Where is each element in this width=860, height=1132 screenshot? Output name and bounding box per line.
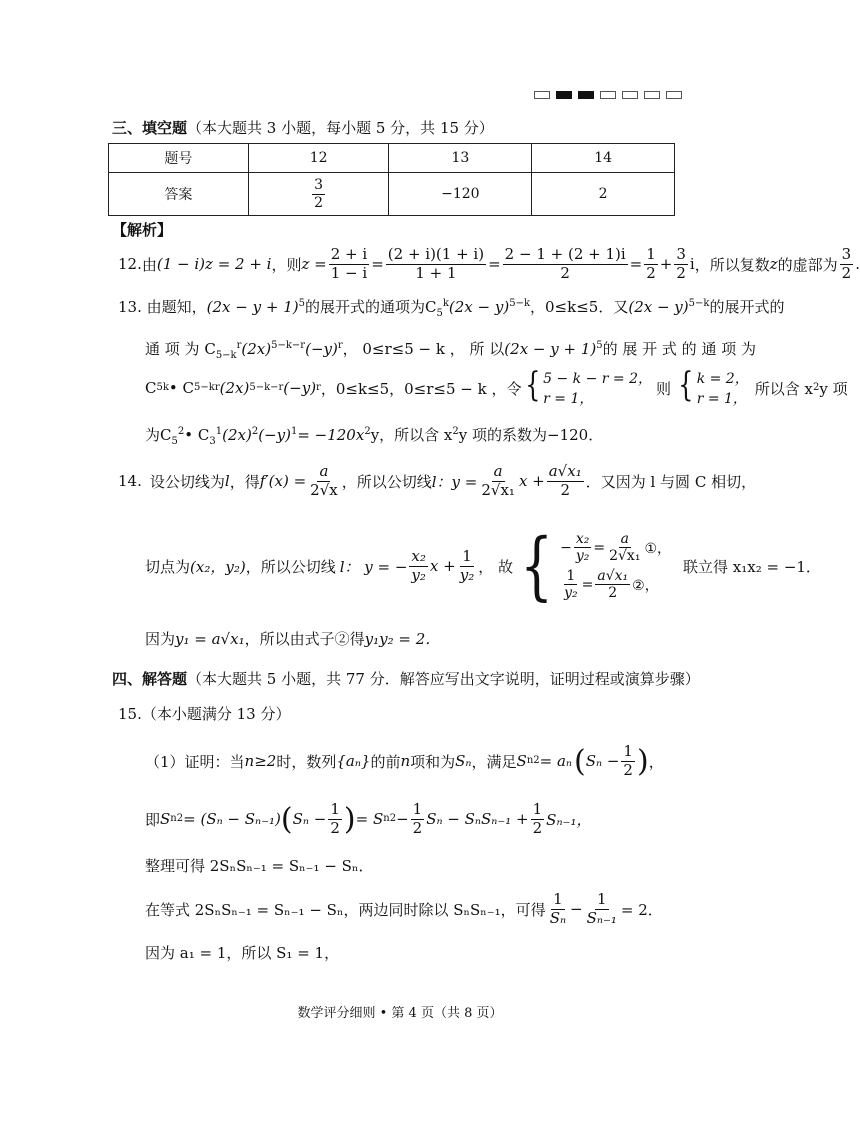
numerator: 1 [462,547,472,566]
text: 因为 [145,630,176,648]
numerator: 1 [553,890,563,909]
denominator: 2 [532,818,543,837]
fraction [308,463,340,499]
math: Sₙ₋₁， [546,810,592,829]
denominator: y₂ [575,548,590,564]
exponent: 5−k [688,298,710,309]
math: (−y) [305,340,338,358]
math: • C [184,426,210,444]
system-brace [675,365,749,408]
text: ．又因为 l 与圆 C 相切， [585,472,757,491]
denominator: 2 [412,818,423,837]
subscript: 5 [436,308,443,319]
denominator: 2 [646,263,656,282]
page-mark [600,91,616,99]
denominator: 2 [330,818,340,837]
math: (2x − y) [628,298,689,316]
text: 即 [145,810,161,829]
math: = 2． [620,900,663,919]
page-mark [666,91,682,99]
text: ，满足 [471,752,517,771]
exponent: 5 [298,298,305,309]
equation [560,531,671,564]
fraction [674,246,688,282]
text: 由题知， [146,298,207,316]
math: Sₙ [455,752,472,770]
text: ，则 [271,255,302,274]
text: . [855,255,860,273]
table-cell [248,173,389,216]
subscript: 5−k [215,350,237,361]
denominator: 2 [560,480,570,499]
paren: ( [574,743,586,779]
q12-line: 12. 由 (1 − i)z = 2 + i ，则 z = $\frac{2 + i}{1 - i}$ = $\frac{(2 + i)(1 + i)}{1 + 1}$ = $\frac{2 - 1 + (2 + 1)i}{2}$ = $\frac{1}{2}$ + $\frac{3}{2}$ i ，所以复数 z 的虚部为 $\frac{3}{2}$ . [118,245,860,282]
equation [560,568,671,601]
numerator: 3 [314,177,324,194]
equation: 5 − k − r = 2， [543,371,653,387]
fraction [531,801,545,837]
fraction [409,548,428,584]
section4-title: 四、解答题 [112,670,188,688]
text: 则 [656,379,672,398]
math: (−y) [258,426,291,444]
text: ， 0≤r≤5 − k ， 所 以 [342,340,505,358]
fraction [328,801,342,837]
text: ，所以公切线 [245,557,336,576]
text: ，所以由式子②得 [244,630,365,648]
math: (1 − i)z = 2 + i [156,255,272,273]
numerator: 3 [676,245,686,264]
page-mark [622,91,638,99]
fraction [547,463,584,499]
q15-line-4 [145,888,663,930]
text: ②， [632,577,659,594]
q15-line-5: 因为 a₁ = 1，所以 S₁ = 1， [145,944,340,962]
question-number: 13. [118,298,142,316]
q14-line-1 [118,458,756,504]
math: (2x) [241,340,272,358]
fraction [621,743,635,779]
fraction [329,246,369,282]
page-mark [534,91,550,99]
math: − [570,900,583,918]
question-number: 15. [118,705,142,723]
math: = [593,539,606,556]
denominator: Sₙ [549,908,567,927]
fraction [411,801,425,837]
fraction [312,177,325,210]
table-cell: 2 [532,173,675,216]
system-brace [522,365,653,408]
section3-title: 三、填空题 [112,119,188,137]
math: (2x − y + 1) [504,340,597,358]
text: 时，数列 [276,752,337,771]
table-row [109,144,675,173]
table-cell: 13 [389,144,532,173]
math: f′(x) = [259,472,307,490]
q14-line-2 [145,522,821,610]
text: 在等式 2SₙSₙ₋₁ = Sₙ₋₁ − Sₙ，两边同时除以 SₙSₙ₋₁，可得 [145,900,546,919]
q13-line-3: C 5 k • C 5−k r (2x) 5−k−r (−y) r ，0≤k≤5，0≤r≤5 − k ，令 { 5 − k − r = 2， r = 1， 则 { k = 2， r = 1， 所以含 x 2 y 项 [145,365,848,407]
q15-line-1: （1）证明：当 n≥2 时，数列 {aₙ} 的前 n 项和为 Sₙ ，满足 S n 2 = aₙ ( Sₙ − $\frac{1}{2}$ ) ， [145,742,664,779]
text: 由 [141,255,157,274]
exponent: 2 [364,426,371,437]
exponent: 5 [596,340,603,351]
page-mark-filled [578,91,594,99]
numerator: a [620,530,629,547]
text: 的 展 开 式 的 通 项 为 [602,340,756,358]
denominator: 2 [841,263,852,282]
q15-header [118,703,290,724]
text: ，所以公切线 [341,472,432,491]
numerator: 1 [623,742,633,761]
equation: r = 1， [543,391,594,407]
system-rows [697,368,749,408]
q15-line-3: 整理可得 2SₙSₙ₋₁ = Sₙ₋₁ − Sₙ． [145,857,374,875]
question-number: 14. [118,472,142,490]
text: 的虚部为 [777,255,838,274]
fraction [503,246,628,282]
table-cell: 12 [248,144,389,173]
numerator: (2 + i)(1 + i) [387,245,485,264]
denominator: Sₙ₋₁ [586,908,617,927]
text: ，0≤k≤5．又 [530,298,629,316]
numerator: a√x₁ [597,567,629,584]
page-mark-filled [556,91,572,99]
math: l： y = − [339,557,408,576]
question-number: 12. [118,255,142,273]
numerator: 3 [841,245,852,264]
text: 的展开式的通项为 [304,298,425,316]
math: (2x − y) [448,298,510,316]
answer-table [108,143,675,216]
math: (2x) [219,379,250,397]
text: ，0≤k≤5，0≤r≤5 − k ，令 [320,379,522,398]
exponent: r [236,340,242,351]
exponent: k [442,298,449,309]
page-footer: 数学评分细则 • 第 4 页（共 8 页） [297,1006,503,1021]
denominator: 2√x [310,480,338,499]
fraction [562,568,580,601]
brace-glyph: { [678,365,694,405]
fraction [644,246,658,282]
text: y 项 [819,379,848,398]
denominator: y₂ [411,565,426,584]
system-rows [543,368,652,408]
math: x + [518,472,545,490]
numerator: x₂ [411,547,426,566]
text: y，所以含 x [370,426,453,444]
q13-line-1 [118,296,784,317]
denominator: 2√x₁ [609,548,641,564]
math: C [160,426,172,444]
text: （1）证明：当 [145,752,245,771]
denominator: 1 + 1 [415,263,457,282]
math: • C [168,379,195,397]
text: 为 [145,426,161,444]
math: − [396,810,409,828]
fraction [585,891,619,927]
denominator: 2 [623,760,633,779]
paren: ) [343,801,356,837]
numerator: x₂ [575,530,590,547]
math: = −120x [297,426,365,444]
page-mark [644,91,660,99]
analysis-label: 【解析】 [112,221,173,239]
table-cell: −120 [389,173,532,216]
paren: ( [280,801,293,837]
math: = [581,576,594,593]
math: Sₙ − [585,752,620,770]
fraction [595,568,630,601]
math: {aₙ} [336,752,371,770]
subscript: 3 [209,436,216,447]
brace-glyph: { [524,365,540,405]
system-rows [560,529,671,603]
exponent: 2 [177,426,185,437]
math: = (Sₙ − Sₙ₋₁) [183,810,281,828]
math: S [160,810,171,828]
text: 通 项 为 [145,340,200,358]
system-brace [513,523,671,609]
text: 的展开式的 [709,298,785,316]
text: 切点为 [145,557,191,576]
numerator: 1 [412,800,423,819]
fraction [840,246,854,282]
numerator: 1 [566,567,576,584]
math: Sₙ − [292,810,327,828]
math: (−y) [283,379,317,397]
q14-line-3 [145,628,440,649]
fraction [574,531,592,564]
text: 的前 [370,752,401,771]
section4-note: （本大题共 5 小题，共 77 分．解答应写出文字说明，证明过程或演算步骤） [187,670,700,688]
denominator: 2 [608,585,618,601]
numerator: a [493,462,503,481]
text: 设公切线为 [149,472,225,491]
denominator: y₂ [459,565,475,584]
math: l：y = [431,472,478,491]
text: + [659,255,673,273]
table-header-question: 题号 [109,144,249,173]
text: ， [648,752,664,771]
math: n≥2 [244,752,277,770]
math: z = [301,255,327,273]
text: 项和为 [410,752,456,771]
exponent: 1 [215,426,223,437]
text: y 项的系数为−120． [458,426,604,444]
text: ，得 [229,472,260,491]
exponent: 2 [251,426,259,437]
numerator: 1 [597,890,607,909]
text: ①， [644,540,671,557]
q15-line-2: 即 S n 2 = (Sₙ − Sₙ₋₁) ( Sₙ − $\frac{1}{2}$ ) = S n 2 − $\frac{1}{2}$ Sₙ − SₙSₙ₋₁ + $\frac{1}{2}$ Sₙ₋₁， [145,800,592,837]
math: = aₙ [539,752,572,770]
text: ， 故 [478,557,513,576]
math: S [516,752,527,770]
math: y₁ = a√x₁ [175,630,245,648]
brace-glyph: { [520,523,554,609]
subscript: 5 [171,436,178,447]
q13-line-2 [145,338,756,359]
numerator: a [319,462,329,481]
numerator: 1 [330,800,340,819]
table-cell: 14 [532,144,675,173]
numerator: 2 − 1 + (2 + 1)i [504,245,626,264]
denominator: y₂ [564,585,578,601]
denominator: 2 [314,194,324,211]
text: 所以含 x [754,379,813,398]
table-row [109,173,675,216]
fraction [458,548,477,584]
numerator: 2 + i [330,245,368,264]
text: （本小题满分 13 分） [141,705,291,723]
math: n [400,752,411,770]
exponent: 1 [290,426,298,437]
denominator: 1 − i [330,263,368,282]
denominator: 2 [560,263,570,282]
denominator: 2 [676,263,686,282]
numerator: 1 [646,245,656,264]
equation: k = 2， [696,371,749,387]
math: l [224,472,230,490]
section3-note: （本大题共 3 小题，每小题 5 分，共 15 分） [187,119,494,137]
math: i [689,255,695,273]
exponent: 2 [452,426,459,437]
section3-heading [112,117,494,138]
math: (2x − y + 1) [206,298,299,316]
q13-line-4 [145,424,603,445]
fraction [479,463,517,499]
page-marks [534,91,682,99]
math: = S [355,810,384,828]
table-header-answer: 答案 [109,173,249,216]
fraction [607,531,642,564]
text: 联立得 x₁x₂ = −1． [683,557,821,576]
math: C [424,298,437,316]
denominator: 2√x₁ [481,480,515,499]
math: (x₂，y₂) [190,557,246,576]
equation: r = 1， [696,391,747,407]
text: ，所以复数 [694,255,770,274]
exponent: 5−k−r [271,340,306,351]
math: Sₙ − SₙSₙ₋₁ + [426,810,529,828]
math: x + [429,557,456,575]
paren: ) [636,743,649,779]
fraction [386,246,486,282]
math: (2x) [222,426,252,444]
numerator: a√x₁ [548,462,582,481]
exponent: r [337,340,343,351]
numerator: 1 [532,800,543,819]
math: y₁y₂ = 2． [364,630,441,648]
fraction [548,891,568,927]
math: − [560,539,572,556]
math: C [145,379,157,397]
math: C [204,340,216,358]
exponent: 5−k [509,298,531,309]
math: z [769,255,778,273]
section4-heading [112,668,700,689]
